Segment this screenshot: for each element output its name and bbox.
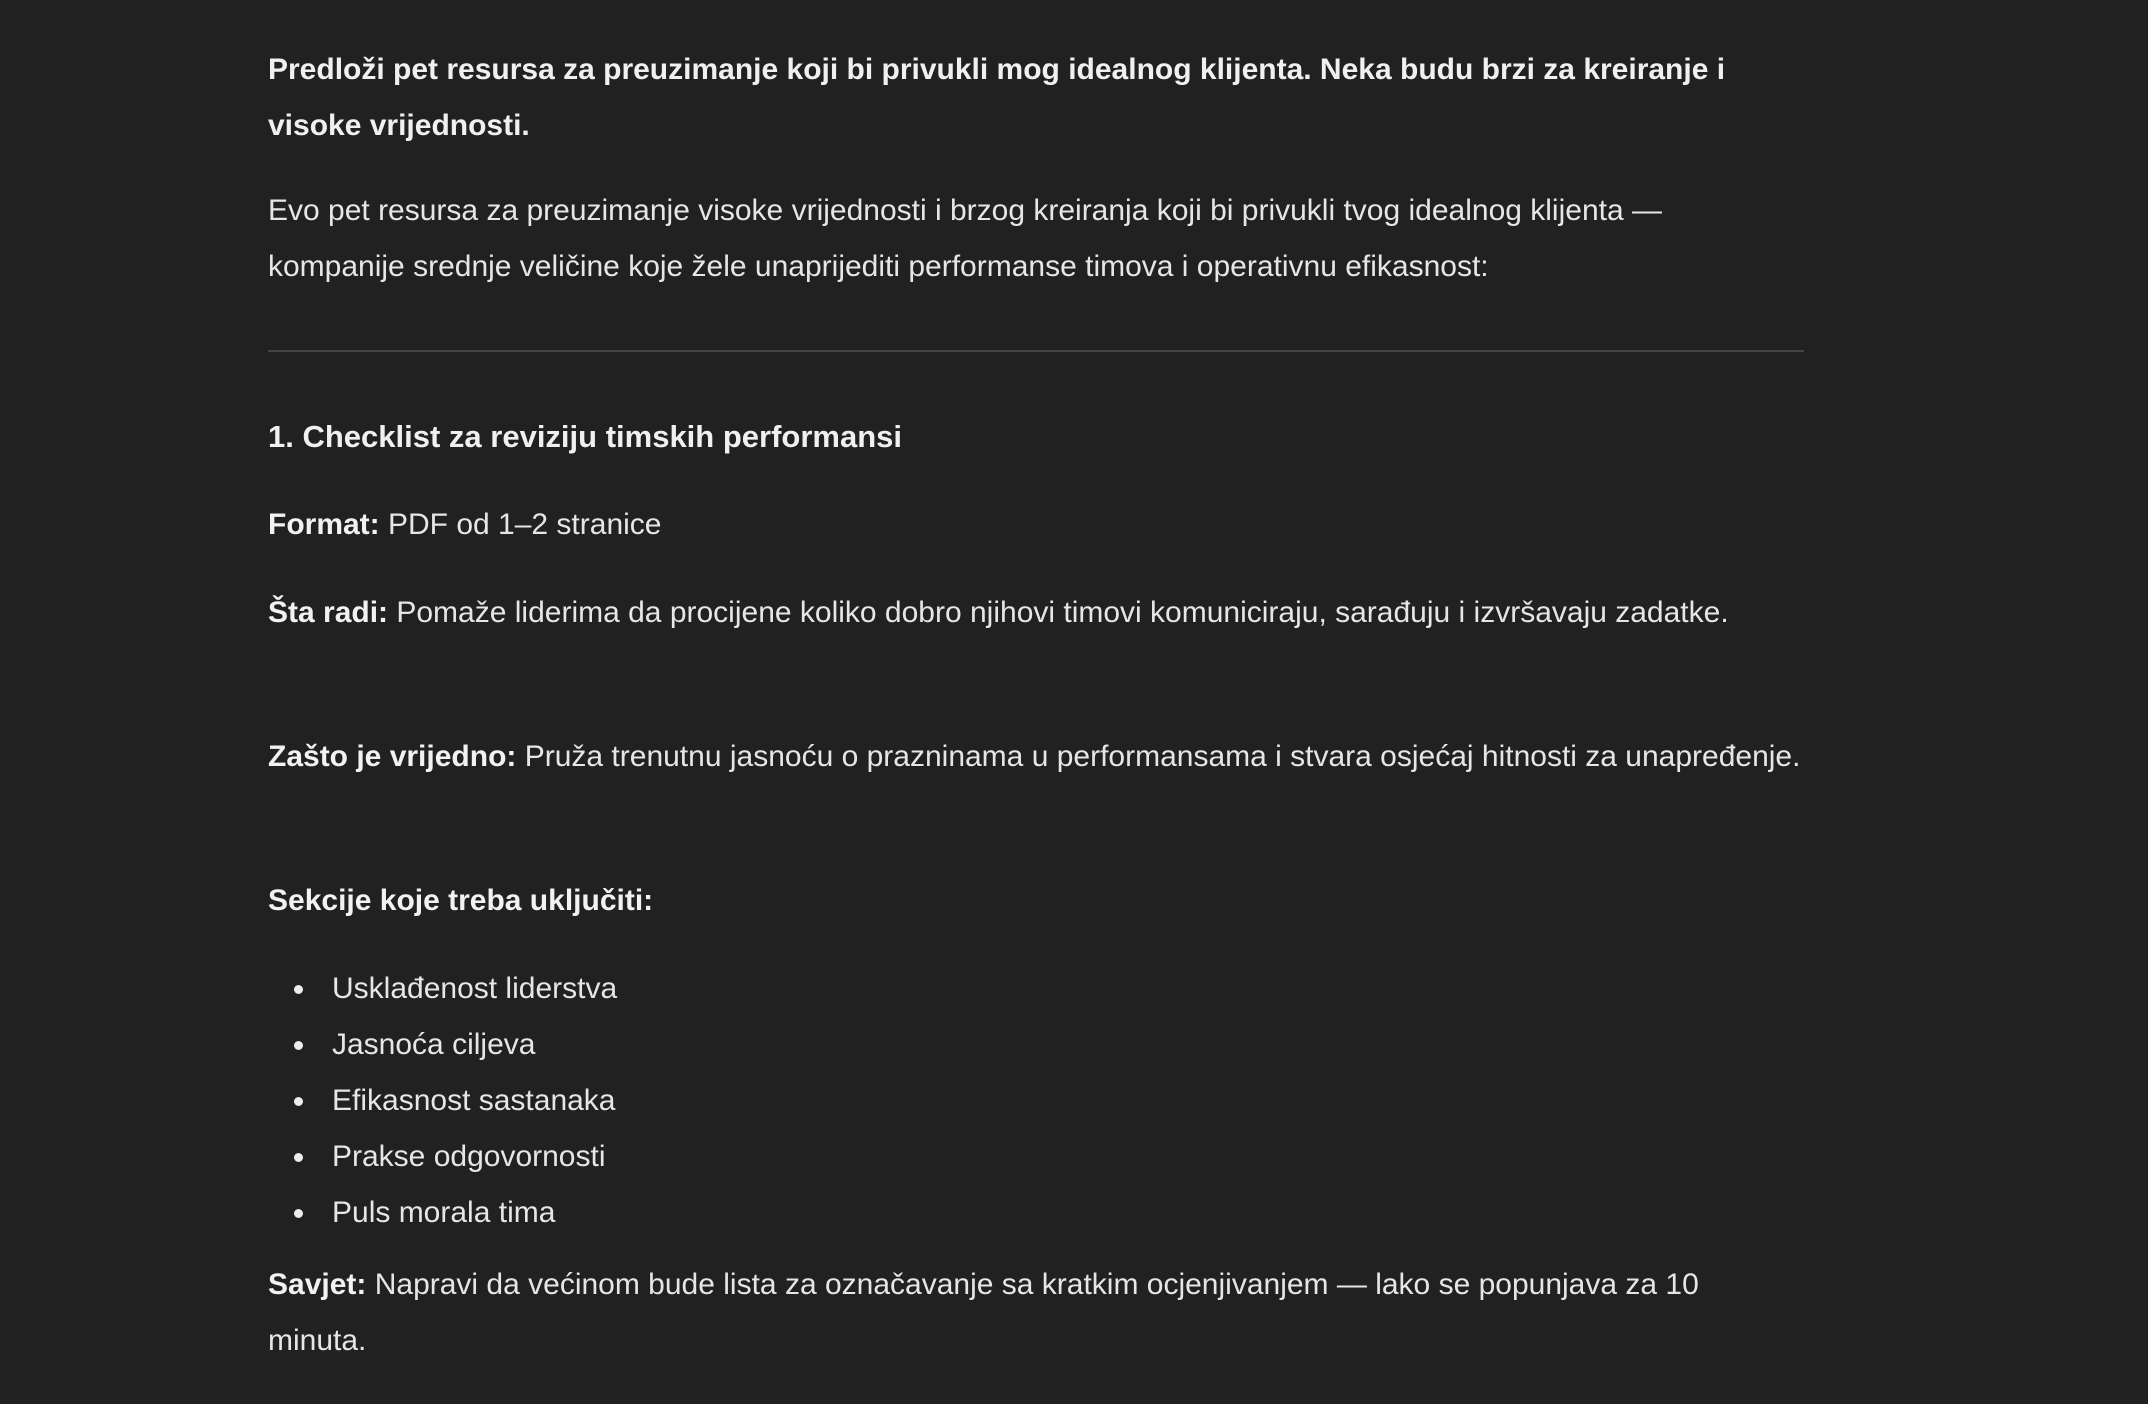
list-item — [268, 1073, 617, 1129]
bullet-icon — [294, 985, 303, 994]
list-item-text: Usklađenost liderstva — [332, 972, 618, 1005]
list-item — [268, 961, 617, 1017]
sections-list — [268, 961, 617, 1241]
zasto-value: Pruža trenutnu jasnoću o prazninama u performansama i stvara osjećaj hitnosti za unapređenje. — [516, 740, 1801, 773]
bullet-icon — [294, 1041, 303, 1050]
list-item — [268, 1185, 617, 1241]
list-item-text: Jasnoća ciljeva — [332, 1028, 536, 1061]
list-item — [268, 1017, 617, 1073]
divider — [268, 350, 1804, 352]
response-intro: Evo pet resursa za preuzimanje visoke vrijednosti i brzog kreiranja koji bi privukli tvog idealnog klijenta — kompanije srednje veličine koje žele unaprijediti performanse timova i operativnu efikasnost: — [268, 194, 1662, 283]
list-item-text: Efikasnost sastanaka — [332, 1084, 616, 1117]
sta-radi-paragraph — [268, 585, 1804, 641]
bullet-icon — [294, 1153, 303, 1162]
savjet-label: Savjet: — [268, 1268, 367, 1301]
list-item — [268, 1129, 617, 1185]
user-prompt-text: Predloži pet resursa za preuzimanje koji bi privukli mog idealnog klijenta. Neka budu brzi za kreiranje i visoke vrijednosti. — [268, 53, 1726, 142]
format-value: PDF od 1–2 stranice — [379, 508, 662, 541]
zasto-paragraph — [268, 729, 1804, 785]
list-item-text: Puls morala tima — [332, 1196, 556, 1229]
section-title: 1. Checklist za reviziju timskih performansi — [268, 419, 903, 454]
list-item-text: Prakse odgovornosti — [332, 1140, 606, 1173]
sekcije-heading — [268, 873, 1804, 929]
zasto-label: Zašto je vrijedno: — [268, 740, 517, 773]
sekcije-label: Sekcije koje treba uključiti: — [268, 884, 654, 917]
format-paragraph — [268, 497, 1804, 553]
savjet-value: Napravi da većinom bude lista za označavanje sa kratkim ocjenjivanjem — lako se popunjava za 10 minuta. — [268, 1268, 1699, 1357]
bullet-icon — [294, 1097, 303, 1106]
savjet-paragraph — [268, 1257, 1804, 1369]
sta-radi-value: Pomaže liderima da procijene koliko dobro njihovi timovi komuniciraju, sarađuju i izvršavaju zadatke. — [388, 596, 1729, 629]
bullet-icon — [294, 1209, 303, 1218]
format-label: Format: — [268, 508, 380, 541]
sta-radi-label: Šta radi: — [268, 596, 389, 629]
